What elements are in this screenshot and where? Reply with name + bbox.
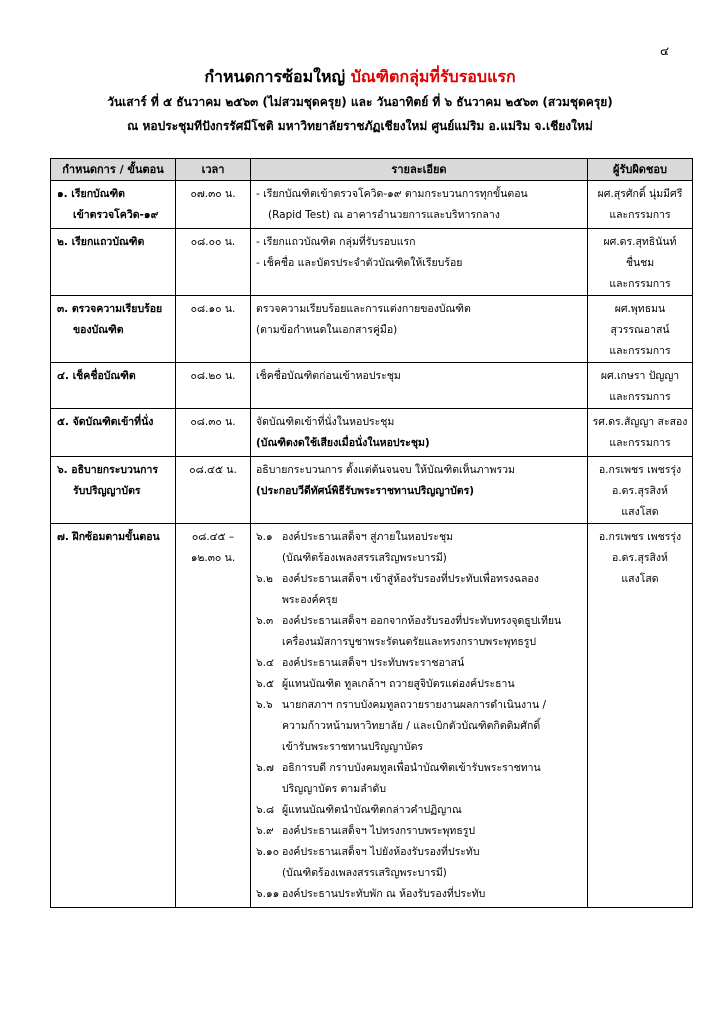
- schedule-table: [50, 158, 693, 908]
- detail-cell: [251, 457, 588, 524]
- time-value: ๐๘.๓๐ น.: [190, 416, 236, 428]
- sub-item-line: ผู้แทนบัณฑิต ทูลเกล้าฯ ถวายสูจิบัตรแด่องค์ประธาน: [282, 678, 515, 690]
- responsible-name: และกรรมการ: [609, 345, 671, 357]
- responsible-name: อ.กรเพชร เพชรรุ่ง: [598, 464, 682, 476]
- responsible-name: อ.ดร.สุรสิงห์: [612, 485, 668, 497]
- responsible-cell: [588, 363, 693, 409]
- responsible-cell: [588, 524, 693, 908]
- detail-cell: [251, 363, 588, 409]
- sub-item-line: เข้ารับพระราชทานปริญญาบัตร: [282, 741, 424, 753]
- sub-item-line: ปริญญาบัตร ตามลำดับ: [282, 783, 387, 795]
- header-time: เวลา: [176, 159, 251, 181]
- sub-item-number: ๖.๖: [256, 699, 273, 711]
- table-header-row: [51, 159, 693, 181]
- list-item: [256, 884, 583, 905]
- step-label: ๒. เรียกแถวบัณฑิต: [57, 236, 145, 248]
- time-value: ๑๒.๓๐ น.: [190, 552, 236, 564]
- detail-line: (ประกอบวีดีทัศน์พิธีรับพระราชทานปริญญาบัตร): [256, 485, 475, 497]
- table-row: [51, 296, 693, 363]
- responsible-cell: [588, 457, 693, 524]
- step-label: เข้าตรวจโควิด-๑๙: [73, 209, 159, 221]
- sub-item-text: [282, 569, 583, 611]
- time-cell: [176, 524, 251, 908]
- responsible-cell: [588, 409, 693, 457]
- sub-item-number: ๖.๙: [256, 825, 274, 837]
- time-value: ๐๘.๔๕ –: [191, 531, 235, 543]
- sub-item-line: นายกสภาฯ กราบบังคมทูลถวายรายงานผลการดำเนินงาน /: [282, 699, 547, 711]
- time-cell: [176, 457, 251, 524]
- sub-item-number: ๖.๗: [256, 762, 274, 774]
- step-cell: [51, 229, 176, 296]
- sub-item-line: (บัณฑิตร้องเพลงสรรเสริญพระบารมี): [282, 552, 447, 564]
- sub-item-number: ๖.๑๐: [256, 846, 280, 858]
- responsible-name: อ.กรเพชร เพชรรุ่ง: [598, 531, 682, 543]
- sub-item-line: อธิการบดี กราบบังคมทูลเพื่อนำบัณฑิตเข้ารับพระราชทาน: [282, 762, 541, 774]
- step-cell: [51, 363, 176, 409]
- responsible-name: ผศ.ดร.สุทธินันท์: [603, 236, 677, 248]
- sub-item-line: พระองค์ครุย: [282, 594, 338, 606]
- document-date-line: วันเสาร์ ที่ ๕ ธันวาคม ๒๕๖๓ (ไม่สวมชุดครุย) และ วันอาทิตย์ ที่ ๖ ธันวาคม ๒๕๖๓ (สวมชุดครุย): [107, 95, 613, 109]
- title-prefix: กำหนดการซ้อมใหญ่: [204, 67, 351, 86]
- list-item: [256, 611, 583, 653]
- responsible-name: แสงโสด: [621, 506, 659, 518]
- sub-item-text: [282, 821, 583, 842]
- step-label: ๔. เช็คชื่อบัณฑิต: [57, 370, 136, 382]
- detail-line: จัดบัณฑิตเข้าที่นั่งในหอประชุม: [256, 416, 395, 428]
- time-cell: [176, 296, 251, 363]
- detail-line: อธิบายกระบวนการ ตั้งแต่ต้นจนจบ ให้บัณฑิตเห็นภาพรวม: [256, 464, 515, 476]
- detail-cell: [251, 409, 588, 457]
- sub-item-number: ๖.๔: [256, 657, 274, 669]
- list-item: [256, 653, 583, 674]
- sub-item-text: [282, 695, 583, 758]
- table-body: [51, 181, 693, 908]
- sub-item-text: [282, 842, 583, 884]
- list-item: [256, 842, 583, 884]
- sub-item-text: [282, 611, 583, 653]
- sub-item-line: ความก้าวหน้ามหาวิทยาลัย / และเบิกตัวบัณฑิตกิตติมศักดิ์: [282, 720, 541, 732]
- responsible-name: สุวรรณอาสน์: [610, 324, 670, 336]
- responsible-name: ผศ.พุทธมน: [614, 303, 666, 315]
- sub-item-number: ๖.๕: [256, 678, 274, 690]
- step-cell: [51, 409, 176, 457]
- title-highlight: บัณฑิตกลุ่มที่รับรอบแรก: [350, 67, 516, 86]
- step-label: รับปริญญาบัตร: [73, 485, 141, 497]
- sub-item-line: (บัณฑิตร้องเพลงสรรเสริญพระบารมี): [282, 867, 447, 879]
- responsible-name: ผศ.เกษรา ปัญญา: [600, 370, 680, 382]
- step-label: ๖. อธิบายกระบวนการ: [57, 464, 159, 476]
- time-cell: [176, 409, 251, 457]
- header-responsible: ผู้รับผิดชอบ: [588, 159, 693, 181]
- detail-line: - เรียกบัณฑิตเข้าตรวจโควิด-๑๙ ตามกระบวนการทุกขั้นตอน: [256, 188, 528, 200]
- sub-item-text: [282, 674, 583, 695]
- responsible-cell: [588, 181, 693, 229]
- responsible-name: แสงโสด: [621, 573, 659, 585]
- responsible-name: ผศ.สุรศักดิ์ นุ่มมีศรี: [597, 188, 683, 200]
- responsible-name: และกรรมการ: [609, 437, 671, 449]
- sub-item-line: ผู้แทนบัณฑิตนำบัณฑิตกล่าวคำปฏิญาณ: [282, 804, 462, 816]
- step-cell: [51, 457, 176, 524]
- sub-item-text: [282, 653, 583, 674]
- responsible-name: ชื่นชม: [625, 257, 655, 269]
- detail-cell: [251, 181, 588, 229]
- responsible-name: และกรรมการ: [609, 209, 671, 221]
- page-number: ๔: [660, 44, 670, 58]
- sub-item-text: [282, 758, 583, 800]
- table-row: [51, 409, 693, 457]
- step-label: ๕. จัดบัณฑิตเข้าที่นั่ง: [57, 416, 154, 428]
- time-value: ๐๘.๔๕ น.: [189, 464, 237, 476]
- list-item: [256, 800, 583, 821]
- step-cell: [51, 296, 176, 363]
- time-value: ๐๗.๓๐ น.: [190, 188, 236, 200]
- step-label: ๓. ตรวจความเรียบร้อย: [57, 303, 163, 315]
- detail-line: (ตามข้อกำหนดในเอกสารคู่มือ): [256, 324, 398, 336]
- table-row: [51, 229, 693, 296]
- table-row: [51, 363, 693, 409]
- list-item: [256, 527, 583, 569]
- responsible-cell: [588, 229, 693, 296]
- step-label: ๗. ฝึกซ้อมตามขั้นตอน: [57, 531, 160, 543]
- detail-line: (Rapid Test) ณ อาคารอำนวยการและบริหารกลาง: [268, 209, 500, 221]
- sub-item-text: [282, 884, 583, 905]
- sub-item-line: องค์ประธานเสด็จฯ ประทับพระราชอาสน์: [282, 657, 465, 669]
- sub-item-line: เครื่องนมัสการบูชาพระรัตนตรัยและทรงกราบพระพุทธรูป: [282, 636, 537, 648]
- table-row: [51, 181, 693, 229]
- list-item: [256, 569, 583, 611]
- detail-line: (บัณฑิตงดใช้เสียงเมื่อนั่งในหอประชุม): [256, 437, 430, 449]
- responsible-cell: [588, 296, 693, 363]
- detail-line: - เช็คชื่อ และบัตรประจำตัวบัณฑิตให้เรียบร้อย: [256, 257, 463, 269]
- list-item: [256, 674, 583, 695]
- sub-item-line: องค์ประธานประทับพัก ณ ห้องรับรองที่ประทับ: [282, 888, 486, 900]
- time-cell: [176, 229, 251, 296]
- time-cell: [176, 181, 251, 229]
- responsible-name: อ.ดร.สุรสิงห์: [612, 552, 668, 564]
- step-cell: [51, 524, 176, 908]
- list-item: [256, 758, 583, 800]
- detail-line: - เรียกแถวบัณฑิต กลุ่มที่รับรอบแรก: [256, 236, 416, 248]
- header-detail: รายละเอียด: [251, 159, 588, 181]
- sub-item-line: องค์ประธานเสด็จฯ ออกจากห้องรับรองที่ประทับทรงจุดธูปเทียน: [282, 615, 562, 627]
- list-item: [256, 695, 583, 758]
- title-block: [0, 66, 720, 138]
- time-value: ๐๘.๒๐ น.: [190, 370, 236, 382]
- table-row: [51, 457, 693, 524]
- document-venue-line: ณ หอประชุมทีปังกรรัศมีโชติ มหาวิทยาลัยราชภัฏเชียงใหม่ ศูนย์แม่ริม อ.แม่ริม จ.เชียงใหม่: [127, 119, 593, 133]
- sub-item-text: [282, 800, 583, 821]
- sub-item-line: องค์ประธานเสด็จฯ สู่ภายในหอประชุม: [282, 531, 453, 543]
- responsible-name: รศ.ดร.สัญญา สะสอง: [592, 416, 688, 428]
- list-item: [256, 821, 583, 842]
- sub-item-text: [282, 527, 583, 569]
- detail-cell: [251, 296, 588, 363]
- sub-item-number: ๖.๓: [256, 615, 274, 627]
- step-cell: [51, 181, 176, 229]
- header-step: กำหนดการ / ขั้นตอน: [51, 159, 176, 181]
- detail-cell: [251, 229, 588, 296]
- time-cell: [176, 363, 251, 409]
- sub-item-line: องค์ประธานเสด็จฯ เข้าสู่ห้องรับรองที่ประทับเพื่อทรงฉลอง: [282, 573, 539, 585]
- table-row: [51, 524, 693, 908]
- sub-item-number: ๖.๘: [256, 804, 275, 816]
- time-value: ๐๘.๑๐ น.: [190, 303, 236, 315]
- document-title: [0, 66, 720, 88]
- sub-item-line: องค์ประธานเสด็จฯ ไปทรงกราบพระพุทธรูป: [282, 825, 476, 837]
- step-label: ของบัณฑิต: [73, 324, 124, 336]
- responsible-name: และกรรมการ: [609, 278, 671, 290]
- sub-item-line: องค์ประธานเสด็จฯ ไปยังห้องรับรองที่ประทับ: [282, 846, 480, 858]
- step-label: ๑. เรียกบัณฑิต: [57, 188, 125, 200]
- sub-item-number: ๖.๑๑: [256, 888, 280, 900]
- time-value: ๐๘.๐๐ น.: [190, 236, 236, 248]
- detail-cell: [251, 524, 588, 908]
- responsible-name: และกรรมการ: [609, 391, 671, 403]
- sub-item-number: ๖.๒: [256, 573, 273, 585]
- sub-item-number: ๖.๑: [256, 531, 273, 543]
- detail-line: เช็คชื่อบัณฑิตก่อนเข้าหอประชุม: [256, 370, 401, 382]
- detail-line: ตรวจความเรียบร้อยและการแต่งกายของบัณฑิต: [256, 303, 471, 315]
